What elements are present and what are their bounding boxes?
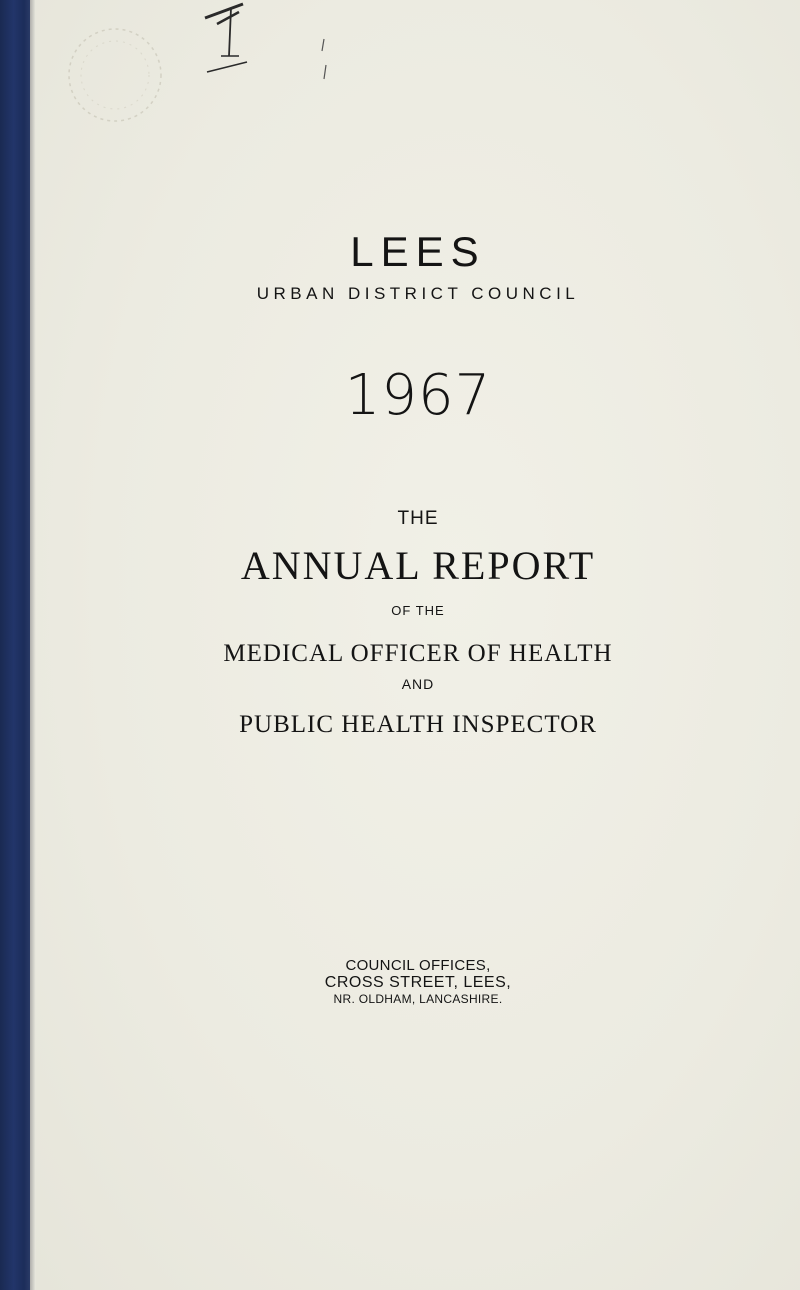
pencil-mark-icon [195, 0, 255, 75]
book-spine [0, 0, 30, 1290]
title-connector-of: OF THE [391, 603, 445, 618]
address-line-1: COUNCIL OFFICES, [345, 957, 491, 974]
address-line-3: NR. OLDHAM, LANCASHIRE. [333, 991, 503, 1006]
report-title: ANNUAL REPORT [240, 543, 596, 588]
council-type-subheading: URBAN DISTRICT COUNCIL [256, 284, 580, 303]
report-year: 1967 [344, 363, 492, 428]
role-medical-officer: MEDICAL OFFICER OF HEALTH [223, 640, 613, 667]
role-health-inspector: PUBLIC HEALTH INSPECTOR [239, 711, 597, 738]
address-line-2: CROSS STREET, LEES, [324, 974, 512, 992]
council-name-heading: LEES [350, 228, 486, 275]
title-article: THE [397, 508, 439, 529]
pencil-tick-icon [310, 35, 340, 85]
faded-stamp-icon [60, 20, 170, 130]
council-address [36, 957, 800, 1006]
title-connector-and: AND [401, 676, 435, 692]
